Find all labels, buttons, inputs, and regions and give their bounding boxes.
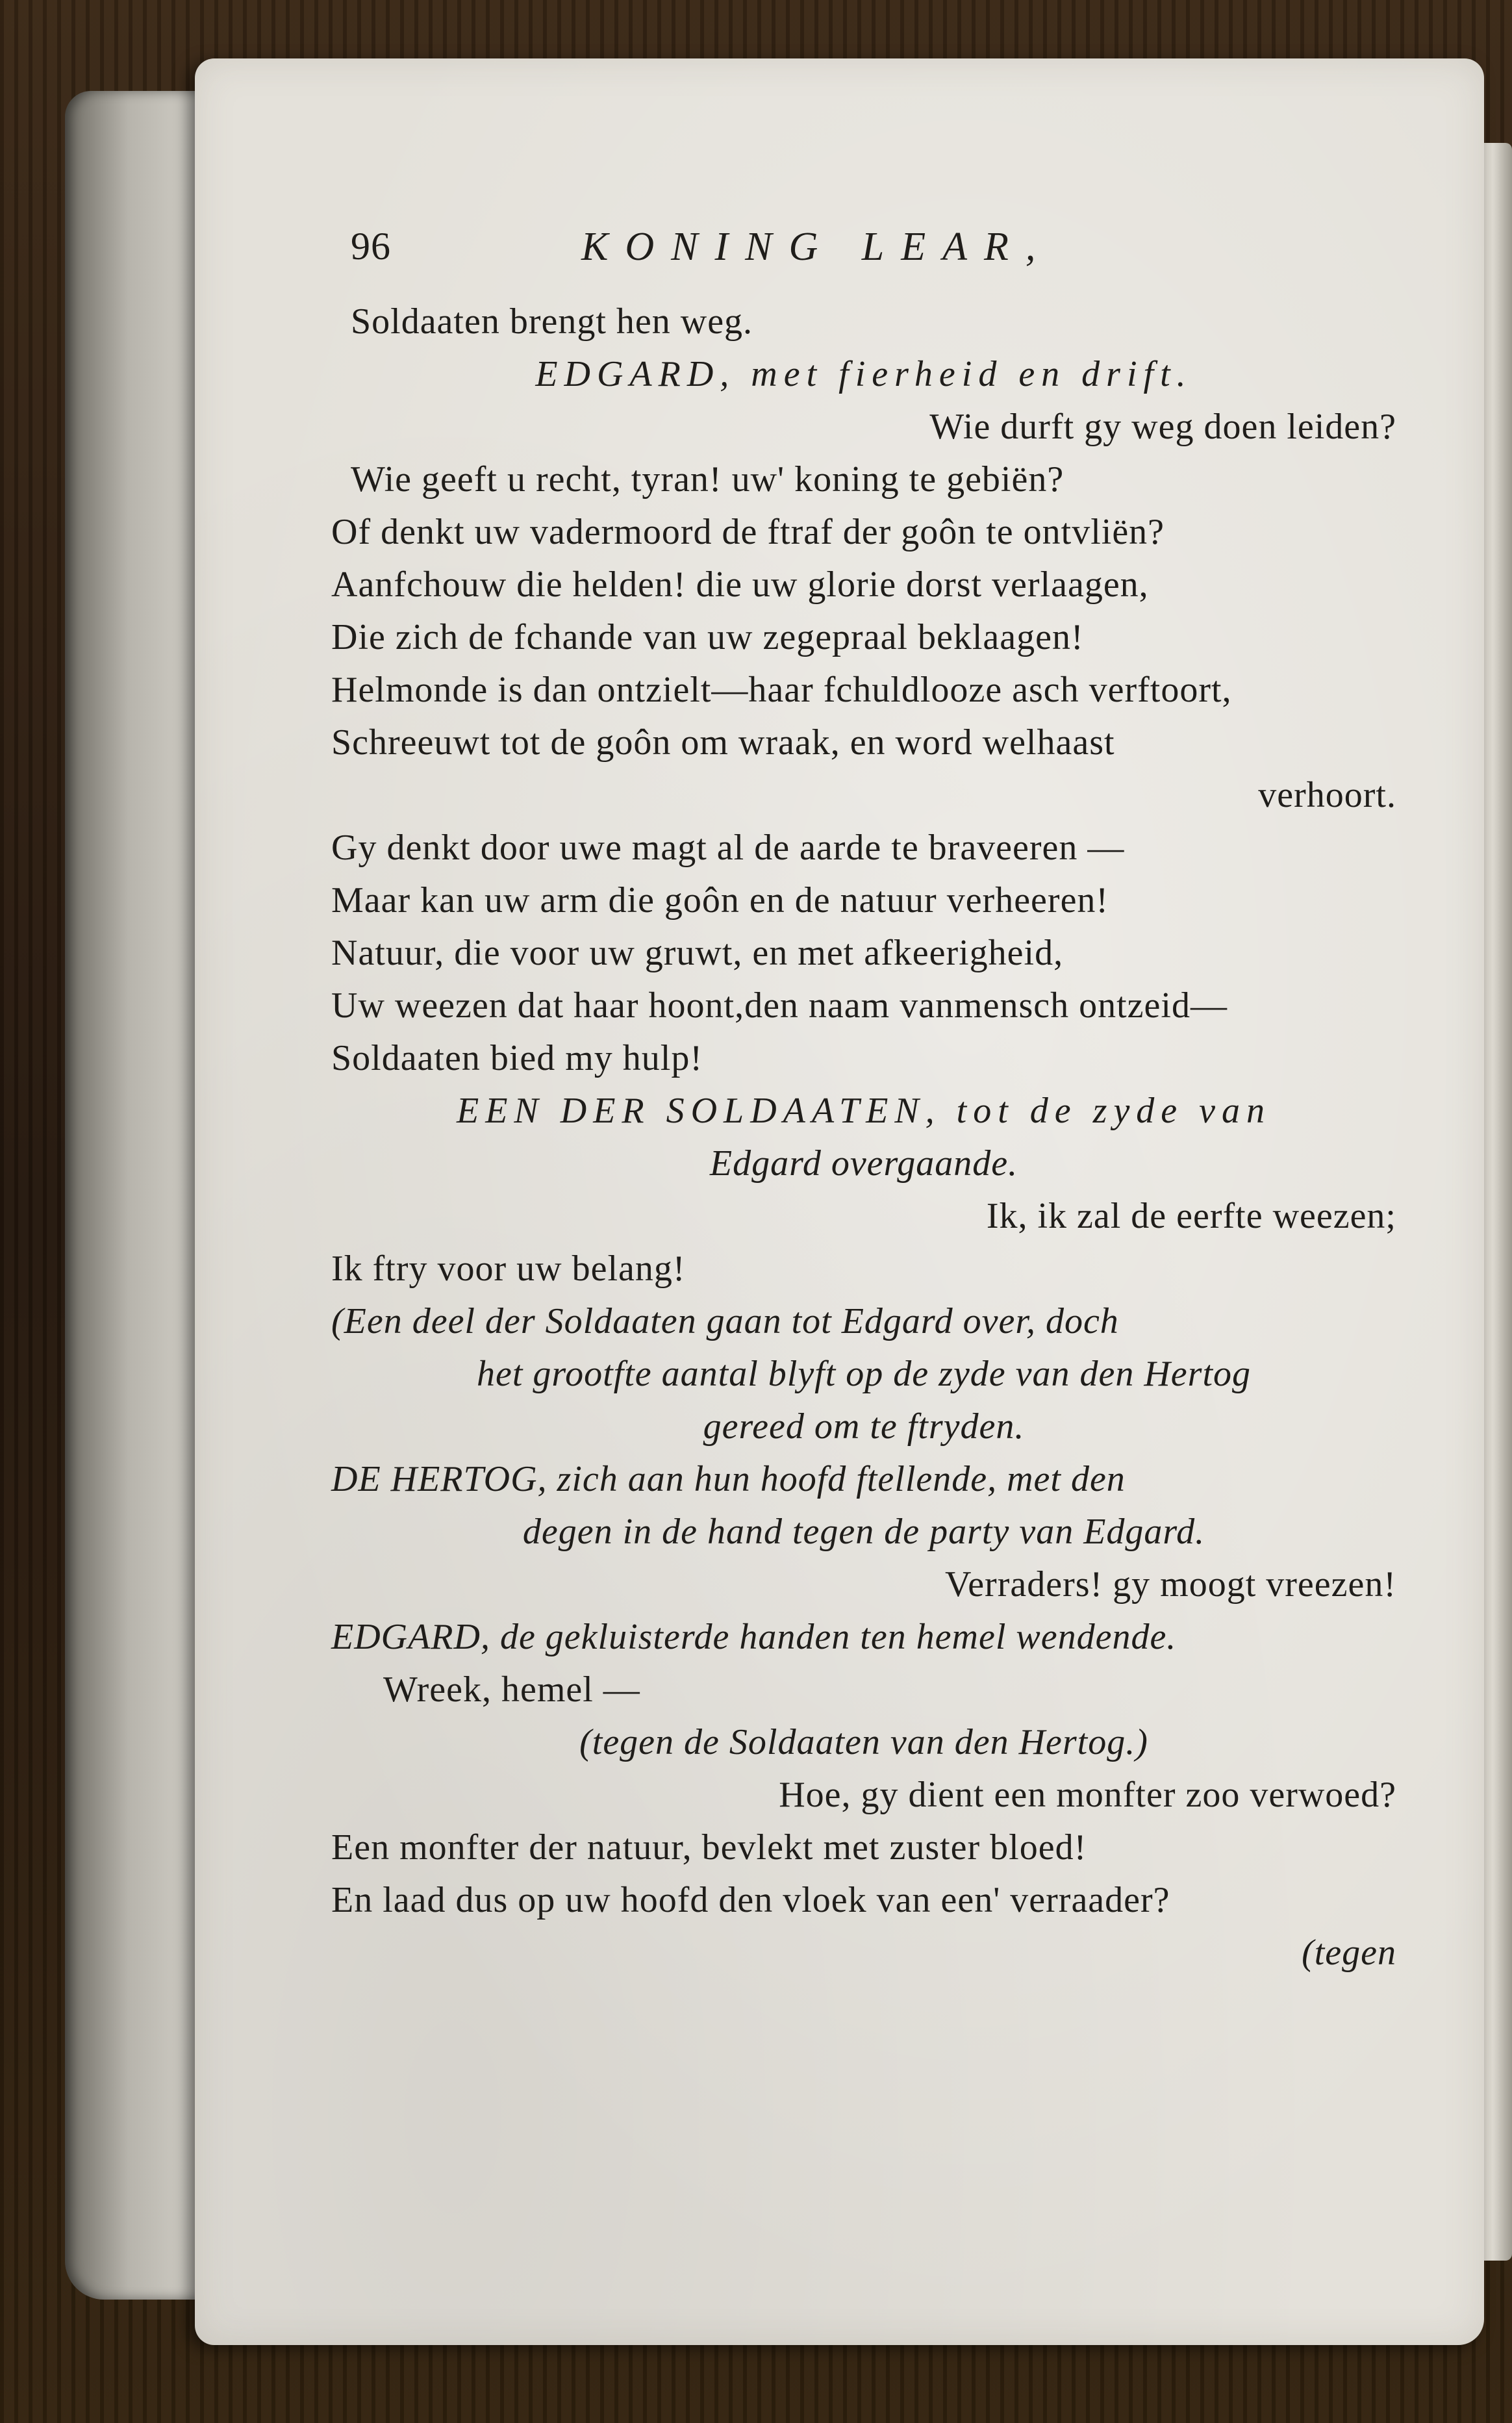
text-line: Uw weezen dat haar hoont,den naam vanmensch ontzeid— [331, 985, 1228, 1026]
text-line: Of denkt uw vadermoord de ftraf der goôn te ontvliën? [331, 512, 1165, 552]
page-number: 96 [351, 225, 391, 268]
text-line: Soldaaten brengt hen weg. [351, 301, 753, 342]
text-line: Soldaaten bied my hulp! [331, 1038, 703, 1078]
text-line: Maar kan uw arm die goôn en de natuur verheeren! [331, 880, 1109, 920]
catchword: (tegen [1302, 1933, 1396, 1973]
page-header [331, 224, 1396, 296]
speaker-heading: EDGARD, de gekluisterde handen ten hemel wendende. [331, 1617, 1177, 1657]
stage-direction: degen in de hand tegen de party van Edgard. [522, 1512, 1205, 1552]
text-line: Wie geeft u recht, tyran! uw' koning te gebiën? [351, 459, 1065, 500]
text-line: Natuur, die voor uw gruwt, en met afkeerigheid, [331, 933, 1064, 973]
text-line: Helmonde is dan ontzielt—haar fchuldlooze asch verftoort, [331, 670, 1232, 710]
speaker-heading: EDGARD, met fierheid en drift. [535, 354, 1192, 394]
book-page [195, 58, 1484, 2345]
speaker-heading: DE HERTOG, zich aan hun hoofd ftellende, met den [331, 1459, 1126, 1499]
text-line: Ik ftry voor uw belang! [331, 1249, 686, 1289]
text-line: Verraders! gy moogt vreezen! [944, 1564, 1396, 1605]
text-line: Een monfter der natuur, bevlekt met zuster bloed! [331, 1827, 1087, 1868]
text-line: verhoort. [1258, 775, 1396, 815]
page-text [331, 224, 1396, 1979]
text-line: Wreek, hemel — [383, 1669, 640, 1710]
stage-direction: EEN DER SOLDAATEN, tot de zyde van [456, 1091, 1272, 1131]
text-line: Ik, ik zal de eerfte weezen; [986, 1196, 1396, 1236]
stage-direction: gereed om te ftryden. [703, 1406, 1025, 1447]
text-line: Wie durft gy weg doen leiden? [929, 407, 1396, 447]
text-line: Schreeuwt tot de goôn om wraak, en word welhaast [331, 722, 1115, 763]
stage-direction: Edgard overgaande. [709, 1143, 1018, 1184]
stage-direction: (tegen de Soldaaten van den Hertog.) [579, 1722, 1148, 1762]
text-line: Die zich de fchande van uw zegepraal beklaagen! [331, 617, 1084, 657]
text-line: Gy denkt door uwe magt al de aarde te braveeren — [331, 828, 1125, 868]
stage-direction: (Een deel der Soldaaten gaan tot Edgard over, doch [331, 1301, 1119, 1341]
text-line: Aanfchouw die helden! die uw glorie dorst verlaagen, [331, 565, 1149, 605]
text-line: En laad dus op uw hoofd den vloek van een' verraader? [331, 1880, 1170, 1920]
stage-direction: het grootfte aantal blyft op de zyde van den Hertog [476, 1354, 1252, 1394]
running-title: KONING LEAR, [581, 225, 1053, 269]
text-line: Hoe, gy dient een monfter zoo verwoed? [779, 1775, 1396, 1815]
